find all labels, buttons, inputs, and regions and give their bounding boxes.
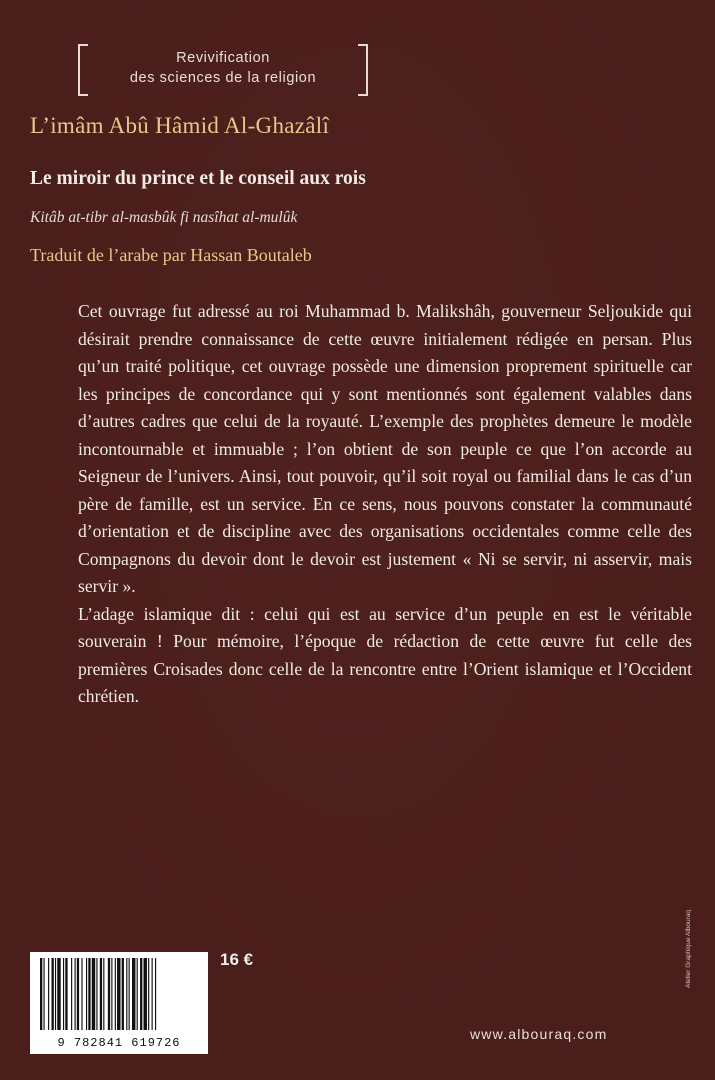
book-subtitle: Kitâb at-tibr al-masbûk fi nasîhat al-mulûk [30,209,298,226]
design-credit: Atelier Graphique Albouraq [685,909,692,988]
series-label [78,44,368,94]
website-url: www.albouraq.com [470,1026,608,1042]
series-line-1: Revivification [176,50,270,66]
barcode-number: 9 782841 619726 [57,1036,181,1050]
barcode [30,952,208,1054]
series-line-2: des sciences de la religion [129,70,317,86]
book-title: Le miroir du prince et le conseil aux rois [30,168,366,189]
price: 16 € [220,950,254,969]
barcode-bars [38,958,200,1030]
description-paragraph-1: Cet ouvrage fut adressé au roi Muhammad b. Malikshâh, gouverneur Seljoukide qui désirait prendre connaissance de cette œuvre initialement rédigée en persan. Plus qu’un traité politique, cet ouvrage possède une dimension proprement spirituelle car les principes de concordance qui y sont mentionnés sont également valables dans d’autres cadres que celui de la royauté. L’exemple des prophètes demeure le modèle incontournable et immuable ; l’on obtient de son peuple ce que l’on accorde au Seigneur de l’univers. Ainsi, tout pouvoir, qu’il soit royal ou familial dans le cas d’un père de famille, est un service. En ce sens, nous pouvons constater la communauté d’orientation et de discipline avec des organisations occidentales comme celle des Compagnons du devoir dont le devoir est justement « Ni se servir, ni asservir, mais servir ». [78,301,692,596]
description-paragraph-2: L’adage islamique dit : celui qui est au service d’un peuple en est le véritable souverain ! Pour mémoire, l’époque de rédaction de cette œuvre fut celle des premières Croisades donc celle de la rencontre entre l’Orient islamique et l’Occident chrétien. [78,603,692,706]
translator-credit: Traduit de l’arabe par Hassan Boutaleb [30,245,312,265]
description-text [78,298,692,711]
author-name: L’imâm Abû Hâmid Al-Ghazâlî [30,113,330,138]
